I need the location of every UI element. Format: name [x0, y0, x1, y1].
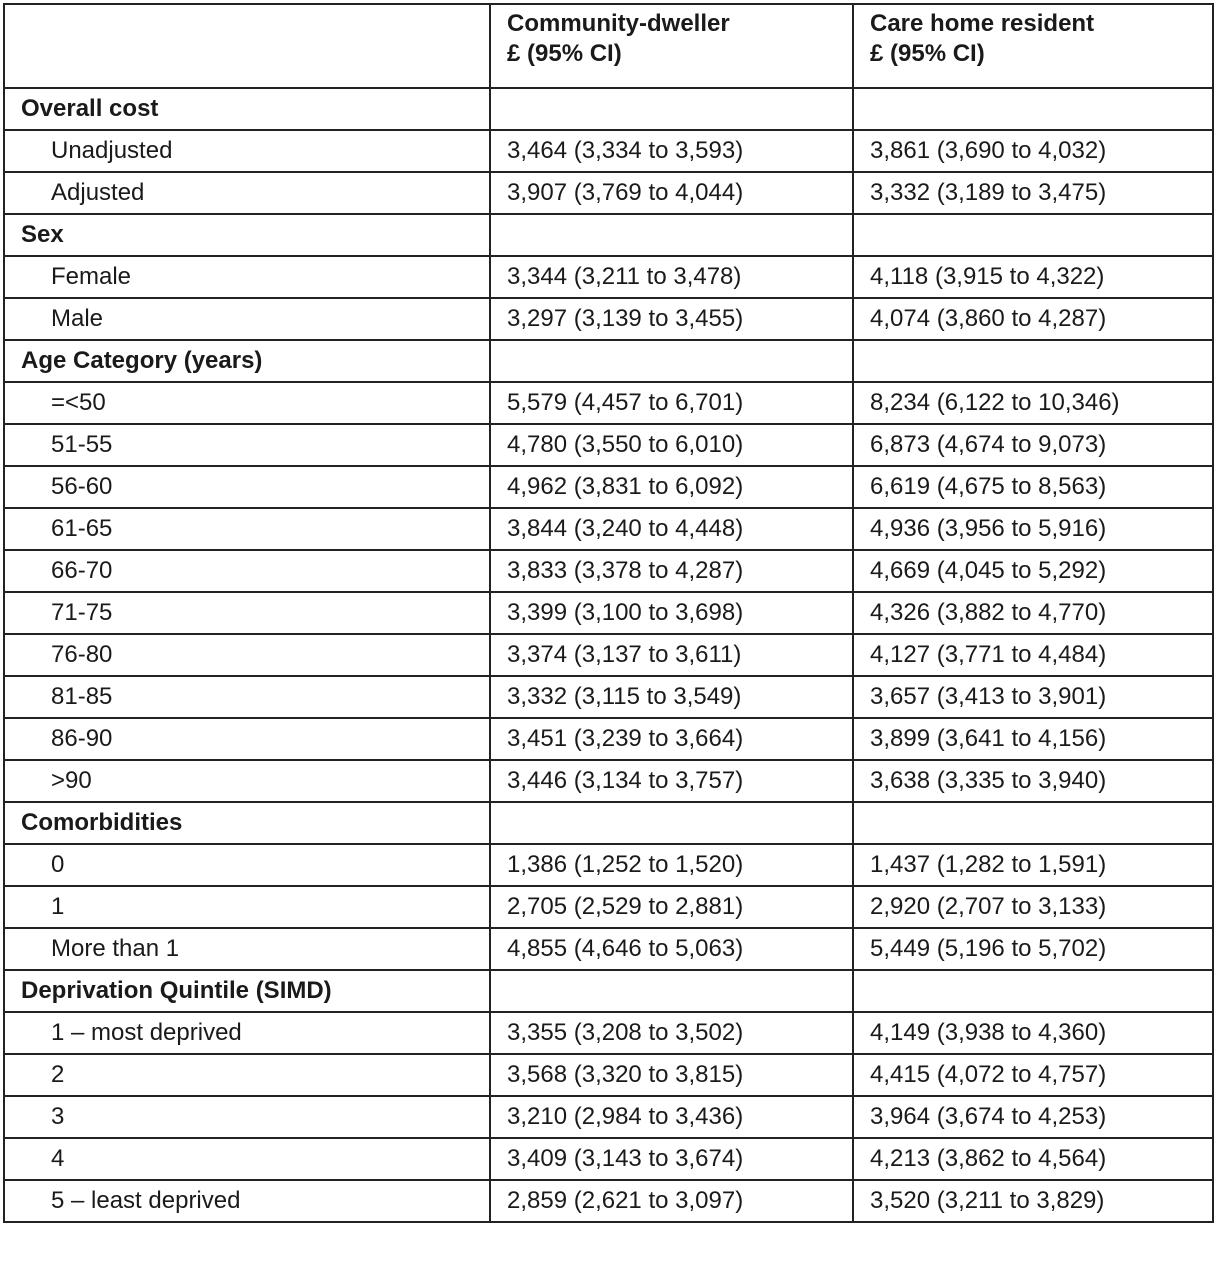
- table-row: [4, 844, 1213, 886]
- row-label: 0: [4, 844, 490, 886]
- table-header: [4, 4, 1213, 88]
- table-row: [4, 424, 1213, 466]
- row-label: 76-80: [4, 634, 490, 676]
- row-label: Sex: [4, 214, 490, 256]
- care-home-resident-value: 5,449 (5,196 to 5,702): [853, 928, 1213, 970]
- table-row: [4, 172, 1213, 214]
- care-home-resident-value: 2,920 (2,707 to 3,133): [853, 886, 1213, 928]
- row-label: Overall cost: [4, 88, 490, 130]
- table-row: [4, 718, 1213, 760]
- care-home-resident-value: 3,657 (3,413 to 3,901): [853, 676, 1213, 718]
- table-row: [4, 1180, 1213, 1222]
- header-empty-cell: [4, 4, 490, 88]
- table-body: [4, 88, 1213, 1222]
- row-label: 1 – most deprived: [4, 1012, 490, 1054]
- row-label: 4: [4, 1138, 490, 1180]
- section-row: [4, 214, 1213, 256]
- row-label: 66-70: [4, 550, 490, 592]
- care-home-resident-value: 4,118 (3,915 to 4,322): [853, 256, 1213, 298]
- community-dweller-value: 3,464 (3,334 to 3,593): [490, 130, 853, 172]
- community-dweller-value: 3,332 (3,115 to 3,549): [490, 676, 853, 718]
- care-home-resident-value: 3,964 (3,674 to 4,253): [853, 1096, 1213, 1138]
- community-dweller-value: [490, 970, 853, 1012]
- care-home-resident-value: 4,213 (3,862 to 4,564): [853, 1138, 1213, 1180]
- community-dweller-value: [490, 802, 853, 844]
- community-dweller-value: 1,386 (1,252 to 1,520): [490, 844, 853, 886]
- header-community-dweller: [490, 4, 853, 88]
- community-dweller-value: 4,855 (4,646 to 5,063): [490, 928, 853, 970]
- table-row: [4, 466, 1213, 508]
- care-home-resident-value: 8,234 (6,122 to 10,346): [853, 382, 1213, 424]
- care-home-resident-value: 3,861 (3,690 to 4,032): [853, 130, 1213, 172]
- care-home-resident-value: 4,149 (3,938 to 4,360): [853, 1012, 1213, 1054]
- row-label: 81-85: [4, 676, 490, 718]
- community-dweller-value: 3,568 (3,320 to 3,815): [490, 1054, 853, 1096]
- care-home-resident-value: 3,332 (3,189 to 3,475): [853, 172, 1213, 214]
- section-row: [4, 340, 1213, 382]
- table-row: [4, 1096, 1213, 1138]
- care-home-resident-value: 6,873 (4,674 to 9,073): [853, 424, 1213, 466]
- community-dweller-value: 3,374 (3,137 to 3,611): [490, 634, 853, 676]
- row-label: 51-55: [4, 424, 490, 466]
- row-label: More than 1: [4, 928, 490, 970]
- care-home-resident-value: [853, 970, 1213, 1012]
- row-label: Adjusted: [4, 172, 490, 214]
- community-dweller-value: 3,297 (3,139 to 3,455): [490, 298, 853, 340]
- care-home-resident-value: 4,669 (4,045 to 5,292): [853, 550, 1213, 592]
- community-dweller-value: 3,446 (3,134 to 3,757): [490, 760, 853, 802]
- community-dweller-value: 3,451 (3,239 to 3,664): [490, 718, 853, 760]
- section-row: [4, 802, 1213, 844]
- community-dweller-value: 2,705 (2,529 to 2,881): [490, 886, 853, 928]
- care-home-resident-value: 4,326 (3,882 to 4,770): [853, 592, 1213, 634]
- table-row: [4, 1012, 1213, 1054]
- care-home-resident-value: [853, 340, 1213, 382]
- care-home-resident-value: 6,619 (4,675 to 8,563): [853, 466, 1213, 508]
- cost-table: [3, 3, 1214, 1223]
- care-home-resident-value: [853, 88, 1213, 130]
- care-home-resident-value: 4,936 (3,956 to 5,916): [853, 508, 1213, 550]
- row-label: >90: [4, 760, 490, 802]
- row-label: Age Category (years): [4, 340, 490, 382]
- community-dweller-value: 3,833 (3,378 to 4,287): [490, 550, 853, 592]
- header-community-unit: £ (95% CI): [507, 40, 622, 67]
- row-label: 86-90: [4, 718, 490, 760]
- community-dweller-value: [490, 214, 853, 256]
- row-label: Male: [4, 298, 490, 340]
- header-carehome-unit: £ (95% CI): [870, 40, 985, 67]
- row-label: 1: [4, 886, 490, 928]
- care-home-resident-value: 1,437 (1,282 to 1,591): [853, 844, 1213, 886]
- header-row: [4, 4, 1213, 88]
- section-row: [4, 88, 1213, 130]
- row-label: 2: [4, 1054, 490, 1096]
- row-label: Female: [4, 256, 490, 298]
- table-row: [4, 298, 1213, 340]
- row-label: 71-75: [4, 592, 490, 634]
- table-row: [4, 1054, 1213, 1096]
- care-home-resident-value: [853, 214, 1213, 256]
- table-row: [4, 676, 1213, 718]
- care-home-resident-value: 3,899 (3,641 to 4,156): [853, 718, 1213, 760]
- table-row: [4, 130, 1213, 172]
- table-row: [4, 592, 1213, 634]
- row-label: =<50: [4, 382, 490, 424]
- community-dweller-value: 4,780 (3,550 to 6,010): [490, 424, 853, 466]
- row-label: 56-60: [4, 466, 490, 508]
- table-row: [4, 1138, 1213, 1180]
- care-home-resident-value: 4,415 (4,072 to 4,757): [853, 1054, 1213, 1096]
- table-row: [4, 508, 1213, 550]
- care-home-resident-value: 3,638 (3,335 to 3,940): [853, 760, 1213, 802]
- row-label: 61-65: [4, 508, 490, 550]
- table-row: [4, 760, 1213, 802]
- header-carehome-title: Care home resident: [870, 10, 1095, 37]
- community-dweller-value: 5,579 (4,457 to 6,701): [490, 382, 853, 424]
- row-label: Deprivation Quintile (SIMD): [4, 970, 490, 1012]
- community-dweller-value: 3,907 (3,769 to 4,044): [490, 172, 853, 214]
- table-row: [4, 550, 1213, 592]
- row-label: Unadjusted: [4, 130, 490, 172]
- community-dweller-value: 4,962 (3,831 to 6,092): [490, 466, 853, 508]
- community-dweller-value: 3,210 (2,984 to 3,436): [490, 1096, 853, 1138]
- section-row: [4, 970, 1213, 1012]
- header-care-home-resident: [853, 4, 1213, 88]
- community-dweller-value: 3,344 (3,211 to 3,478): [490, 256, 853, 298]
- table-row: [4, 382, 1213, 424]
- community-dweller-value: [490, 340, 853, 382]
- care-home-resident-value: [853, 802, 1213, 844]
- community-dweller-value: 3,844 (3,240 to 4,448): [490, 508, 853, 550]
- community-dweller-value: 3,355 (3,208 to 3,502): [490, 1012, 853, 1054]
- community-dweller-value: [490, 88, 853, 130]
- header-community-title: Community-dweller: [507, 10, 730, 37]
- care-home-resident-value: 3,520 (3,211 to 3,829): [853, 1180, 1213, 1222]
- row-label: Comorbidities: [4, 802, 490, 844]
- community-dweller-value: 3,399 (3,100 to 3,698): [490, 592, 853, 634]
- row-label: 5 – least deprived: [4, 1180, 490, 1222]
- community-dweller-value: 3,409 (3,143 to 3,674): [490, 1138, 853, 1180]
- row-label: 3: [4, 1096, 490, 1138]
- community-dweller-value: 2,859 (2,621 to 3,097): [490, 1180, 853, 1222]
- table-row: [4, 928, 1213, 970]
- care-home-resident-value: 4,127 (3,771 to 4,484): [853, 634, 1213, 676]
- table-row: [4, 886, 1213, 928]
- table-row: [4, 256, 1213, 298]
- table-row: [4, 634, 1213, 676]
- care-home-resident-value: 4,074 (3,860 to 4,287): [853, 298, 1213, 340]
